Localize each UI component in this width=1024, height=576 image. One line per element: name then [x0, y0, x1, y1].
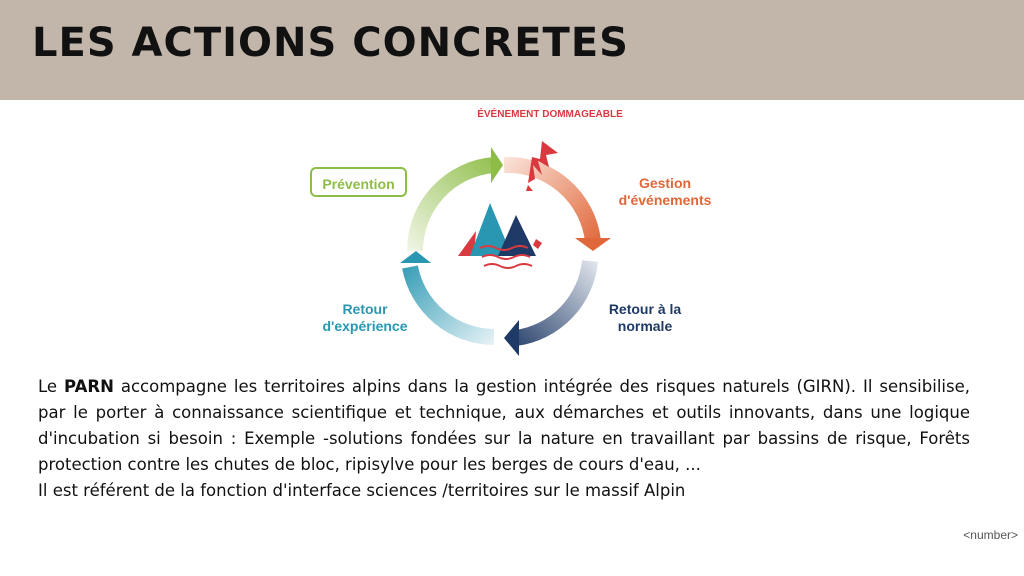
prevention-arrowhead	[491, 147, 503, 183]
cycle-diagram	[290, 103, 730, 360]
gestion-label: Gestion d'événements	[618, 175, 712, 208]
prevention-label: Prévention	[310, 167, 407, 197]
page-number: <number>	[963, 528, 1018, 542]
gestion-arrowhead	[575, 238, 611, 251]
retour-experience-label: Retour d'expérience	[322, 301, 408, 334]
body-paragraph-2: Il est référent de la fonction d'interface sciences /territoires sur le massif Alpin	[38, 481, 686, 500]
retour-normale-arrowhead	[504, 320, 519, 356]
retour-normale-arc	[516, 261, 590, 338]
event-label: ÉVÉNEMENT DOMMAGEABLE	[477, 109, 623, 120]
parn-emphasis: PARN	[64, 377, 114, 396]
body-paragraph-1	[38, 374, 970, 478]
body-text	[38, 374, 970, 504]
slide-title: LES ACTIONS CONCRETES	[32, 20, 629, 66]
body-p1-before: Le	[38, 377, 65, 396]
header-band	[0, 0, 1024, 100]
debris-icon	[526, 185, 533, 191]
body-p1-after: accompagne les territoires alpins dans la gestion intégrée des risques naturels (GIRN). Il sensibilise, par le porter à connaissance scientifique et technique, aux démarches et outils innovants, dans une logique d'incubation si besoin : Exemple -solutions fondées sur la nature en travaillant par bassins de risque, Forêts protection contre les chutes de bloc, ripisylve pour les berges de cours d'eau, ...	[38, 377, 970, 474]
mountain-logo-icon	[458, 203, 542, 268]
retour-experience-arrowhead	[400, 251, 431, 263]
retour-normale-label: Retour à la normale	[608, 301, 682, 334]
